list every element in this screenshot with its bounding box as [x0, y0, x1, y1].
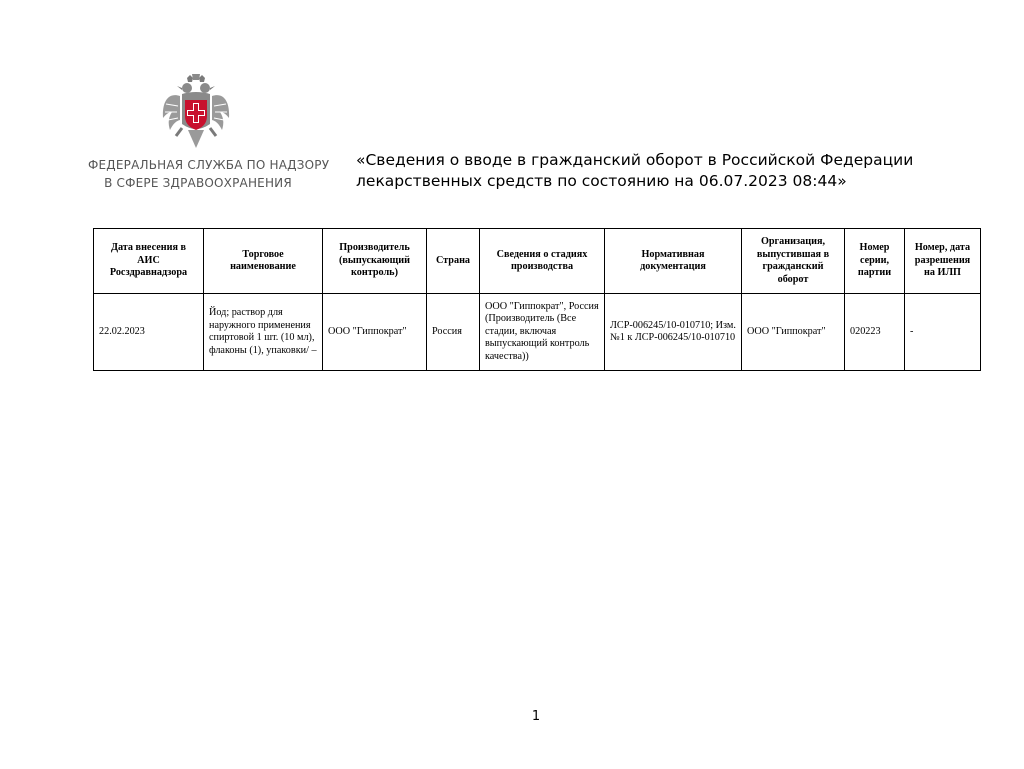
column-header-date: Дата внесения в АИС Росздравнадзора — [94, 229, 204, 294]
column-header-permit: Номер, дата разрешения на ИЛП — [905, 229, 981, 294]
column-header-country: Страна — [427, 229, 480, 294]
document-title — [356, 150, 956, 192]
roszdravnadzor-emblem-icon — [160, 74, 232, 154]
table-row — [94, 294, 981, 371]
cell-trade-name: Йод; раствор для наружного применения спиртовой 1 шт. (10 мл), флаконы (1), упаковки/ – — [204, 294, 323, 371]
column-header-regulatory-docs: Нормативная документация — [605, 229, 742, 294]
cell-batch-number: 020223 — [845, 294, 905, 371]
column-header-manufacturer: Производитель (выпускающий контроль) — [323, 229, 427, 294]
column-header-production-stages: Сведения о стадиях производства — [480, 229, 605, 294]
page-number: 1 — [531, 709, 541, 724]
cell-date: 22.02.2023 — [94, 294, 204, 371]
cell-production-stages: ООО "Гиппократ", Россия (Производитель (Все стадии, включая выпускающий контроль качества)) — [480, 294, 605, 371]
cell-permit: - — [905, 294, 981, 371]
column-header-batch-number: Номер серии, партии — [845, 229, 905, 294]
agency-name — [88, 156, 330, 192]
table-header-row — [94, 229, 981, 294]
cell-regulatory-docs: ЛСР-006245/10-010710; Изм. №1 к ЛСР-006245/10-010710 — [605, 294, 742, 371]
agency-name-line2: В СФЕРЕ ЗДРАВООХРАНЕНИЯ — [104, 176, 292, 190]
column-header-trade-name: Торговое наименование — [204, 229, 323, 294]
cell-organization: ООО "Гиппократ" — [742, 294, 845, 371]
agency-name-line1: ФЕДЕРАЛЬНАЯ СЛУЖБА ПО НАДЗОРУ — [88, 158, 330, 172]
registry-table — [93, 228, 981, 371]
document-title-line2: лекарственных средств по состоянию на 06.07.2023 08:44» — [356, 172, 847, 190]
cell-country: Россия — [427, 294, 480, 371]
document-title-line1: «Сведения о вводе в гражданский оборот в Российской Федерации — [356, 151, 914, 169]
cell-manufacturer: ООО "Гиппократ" — [323, 294, 427, 371]
column-header-organization: Организация, выпустившая в гражданский оборот — [742, 229, 845, 294]
